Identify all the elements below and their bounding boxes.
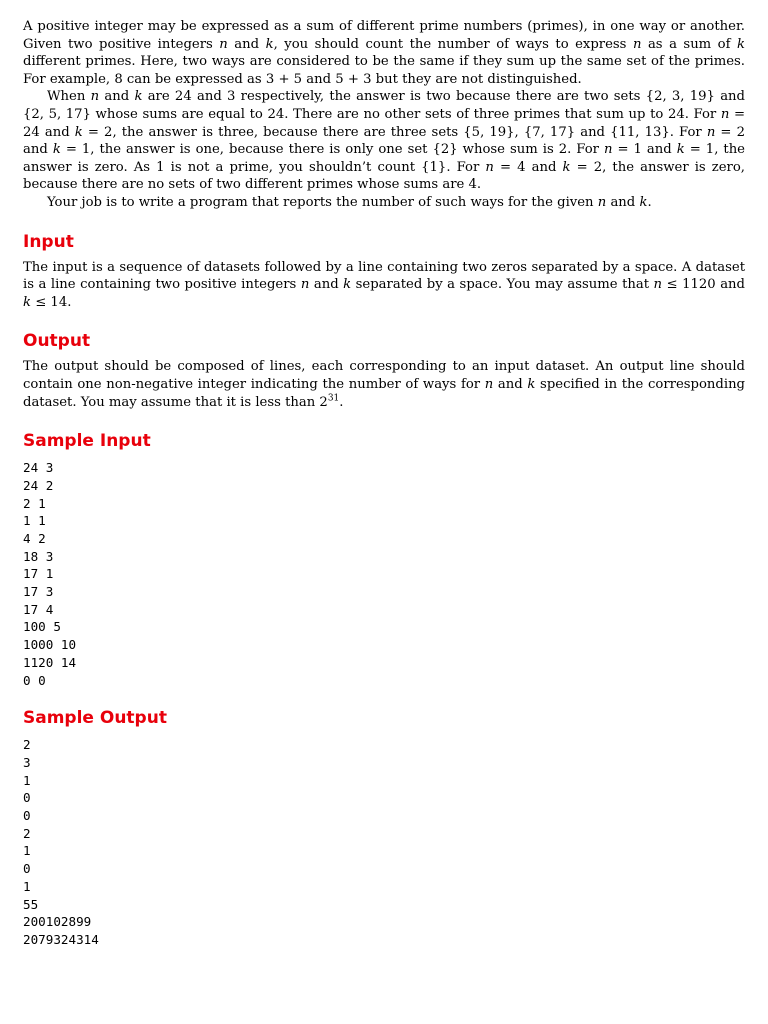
var-k: k — [265, 36, 274, 52]
statement-paragraph-3 — [23, 194, 745, 212]
var-n: n — [720, 106, 730, 122]
problem-statement-page — [23, 18, 745, 949]
statement-text: = 1 and — [612, 142, 677, 158]
input-text: ≤ 14. — [31, 294, 72, 310]
statement-text: = 4 and — [493, 159, 563, 175]
statement-text: . — [647, 194, 652, 210]
statement-text: A positive integer may be expressed as a sum of different prime numbers (primes), in one way or another. Given two positive integers — [23, 19, 745, 52]
sample-output-block: 2 3 1 0 0 2 1 0 1 55 200102899 2079324314 — [23, 737, 99, 947]
input-text: and — [309, 277, 344, 293]
statement-text: and — [227, 36, 266, 52]
output-text: and — [493, 376, 528, 392]
var-k: k — [639, 194, 648, 210]
var-k: k — [676, 142, 685, 158]
input-heading: Input — [23, 231, 74, 252]
var-n: n — [706, 124, 716, 140]
statement-text: different primes. Here, two ways are considered to be the same if they sum up the same set of the primes. For example, 8 can be expressed as 3 + 5 and 5 + 3 but they are not distinguished. — [23, 54, 745, 87]
exponent: 31 — [327, 393, 340, 404]
var-k: k — [562, 159, 571, 175]
input-text: ≤ 1120 and — [662, 277, 745, 293]
statement-text: and — [606, 194, 640, 210]
output-heading: Output — [23, 331, 91, 352]
statement-text: = 2 and — [23, 124, 745, 158]
var-k: k — [134, 89, 143, 105]
var-k: k — [74, 124, 83, 140]
statement-text: and — [99, 89, 135, 105]
output-text: . — [339, 394, 344, 410]
statement-text: = 2, the answer is three, because there are three sets {5, 19}, {7, 17} and {11, 13}. For — [82, 124, 707, 140]
statement-text: , you should count the number of ways to express — [273, 36, 633, 52]
var-n: n — [485, 159, 494, 175]
statement-paragraph-2 — [23, 88, 745, 194]
var-k: k — [737, 36, 745, 52]
statement-text: as a sum of — [641, 36, 737, 52]
var-n: n — [484, 376, 494, 392]
var-k: k — [23, 294, 31, 310]
input-text: separated by a space. You may assume that — [351, 277, 654, 293]
var-k: k — [52, 142, 61, 158]
statement-text: = 1, the answer is zero. As 1 is not a prime, you shouldn’t count {1}. For — [23, 142, 745, 175]
output-description — [23, 358, 745, 411]
statement-text: Your job is to write a program that reports the number of such ways for the given — [47, 194, 598, 210]
input-description — [23, 259, 745, 312]
statement-paragraph-1 — [23, 18, 745, 88]
statement-text: = 2, the answer is zero, because there are no sets of two different primes whose sums are 4. — [23, 159, 745, 193]
var-n: n — [90, 89, 100, 105]
input-text: The input is a sequence of datasets followed by a line containing two zeros separated by a space. A dataset is a line containing two positive integers — [23, 259, 745, 293]
var-n: n — [300, 277, 310, 293]
statement-text: = 1, the answer is one, because there is only one set {2} whose sum is 2. For — [60, 142, 604, 158]
var-k: k — [343, 277, 352, 293]
output-text: The output should be composed of lines, each corresponding to an input dataset. An output line should contain one non-negative integer indicating the number of ways for — [23, 359, 745, 392]
var-n: n — [653, 277, 663, 293]
sample-input-heading: Sample Input — [23, 431, 151, 452]
var-n: n — [219, 36, 228, 52]
var-n: n — [597, 194, 607, 210]
var-k: k — [527, 376, 536, 392]
sample-input-block: 24 3 24 2 2 1 1 1 4 2 18 3 17 1 17 3 17 4 100 5 1000 10 1120 14 0 0 — [23, 460, 77, 688]
statement-text: are 24 and 3 respectively, the answer is two because there are two sets {2, 3, 19} and {2, 5, 17} whose sums are equal to 24. There are no other sets of three primes that sum up to 24. For — [23, 89, 745, 122]
statement-text: = 24 and — [23, 106, 745, 140]
var-n: n — [632, 36, 642, 52]
sample-output-heading: Sample Output — [23, 708, 167, 729]
statement-text: When — [47, 89, 91, 105]
output-text: specified in the corresponding dataset. You may assume that it is less than 2 — [23, 376, 745, 410]
var-n: n — [603, 142, 613, 158]
